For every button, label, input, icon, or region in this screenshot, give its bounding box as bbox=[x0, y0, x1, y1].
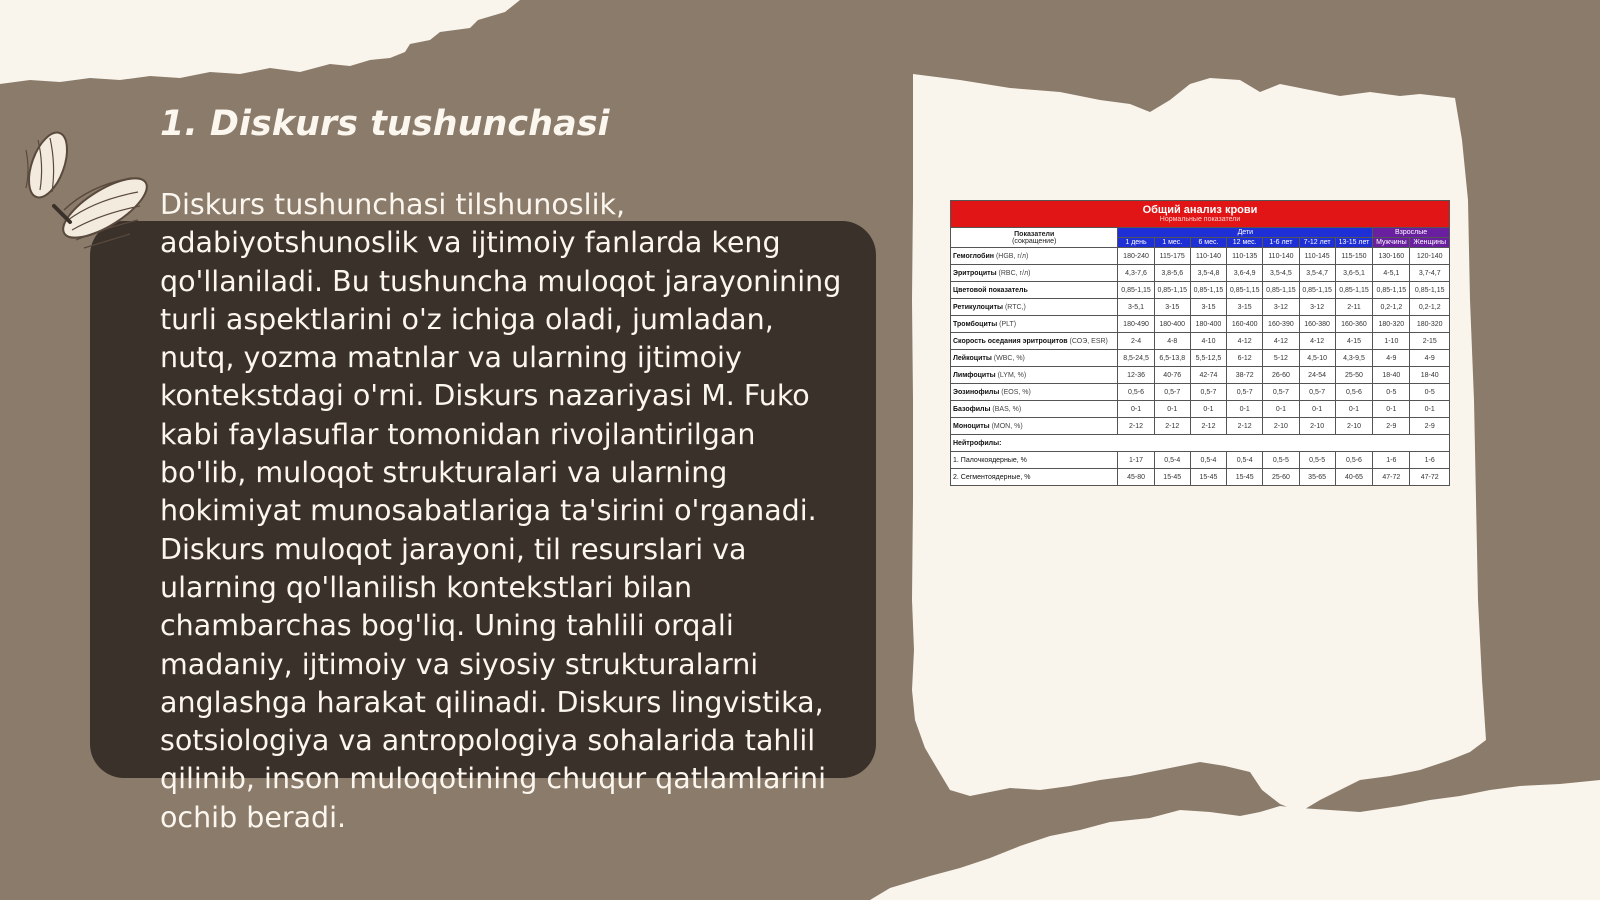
value-cell: 6,5-13,8 bbox=[1154, 350, 1190, 367]
indicator-name: Эозинофилы bbox=[953, 388, 1000, 396]
value-cell: 0,85-1,15 bbox=[1190, 282, 1226, 299]
indicator-name: Гемоглобин bbox=[953, 252, 995, 260]
value-cell: 1-6 bbox=[1410, 452, 1450, 469]
value-cell: 3,8-5,6 bbox=[1154, 265, 1190, 282]
indicator-unit: (RBC, г/л) bbox=[998, 269, 1031, 277]
indicator-unit: (BAS, %) bbox=[992, 405, 1022, 413]
value-cell: 15-45 bbox=[1190, 469, 1226, 486]
value-cell: 2-12 bbox=[1118, 418, 1154, 435]
age-column-header: 1 мес. bbox=[1154, 238, 1190, 248]
value-cell: 0-1 bbox=[1373, 401, 1410, 418]
value-cell: 4-8 bbox=[1154, 333, 1190, 350]
value-cell: 4-15 bbox=[1335, 333, 1373, 350]
value-cell: 47-72 bbox=[1410, 469, 1450, 486]
value-cell: 115-150 bbox=[1335, 248, 1373, 265]
value-cell: 0,5-6 bbox=[1335, 452, 1373, 469]
value-cell: 3,5-4,5 bbox=[1263, 265, 1299, 282]
value-cell: 35-65 bbox=[1299, 469, 1335, 486]
value-cell: 0,5-5 bbox=[1263, 452, 1299, 469]
value-cell: 0,85-1,15 bbox=[1154, 282, 1190, 299]
value-cell: 180-400 bbox=[1154, 316, 1190, 333]
value-cell: 110-140 bbox=[1190, 248, 1226, 265]
children-header: Дети bbox=[1118, 228, 1373, 238]
indicator-unit: (MON, %) bbox=[991, 422, 1023, 430]
indicator-unit: (EOS, %) bbox=[1001, 388, 1031, 396]
value-cell: 3,5-4,8 bbox=[1190, 265, 1226, 282]
indicator-cell bbox=[951, 299, 1118, 316]
age-column-header: Женщины bbox=[1410, 238, 1450, 248]
value-cell: 0,85-1,15 bbox=[1118, 282, 1154, 299]
indicator-cell bbox=[951, 418, 1118, 435]
table-row bbox=[951, 248, 1450, 265]
value-cell: 15-45 bbox=[1154, 469, 1190, 486]
value-cell: 1-6 bbox=[1373, 452, 1410, 469]
value-cell: 2-10 bbox=[1299, 418, 1335, 435]
value-cell: 0,5-7 bbox=[1154, 384, 1190, 401]
value-cell: 18-40 bbox=[1410, 367, 1450, 384]
slide-title: 1. Diskurs tushunchasi bbox=[160, 104, 610, 144]
value-cell: 180-320 bbox=[1373, 316, 1410, 333]
value-cell: 4,3-7,6 bbox=[1118, 265, 1154, 282]
value-cell: 2-12 bbox=[1190, 418, 1226, 435]
value-cell: 0-1 bbox=[1410, 401, 1450, 418]
value-cell: 0,5-6 bbox=[1118, 384, 1154, 401]
table-row bbox=[951, 418, 1450, 435]
value-cell: 0,5-7 bbox=[1227, 384, 1263, 401]
table-row bbox=[951, 299, 1450, 316]
value-cell: 4-10 bbox=[1190, 333, 1226, 350]
value-cell: 1-10 bbox=[1373, 333, 1410, 350]
value-cell: 4,3-9,5 bbox=[1335, 350, 1373, 367]
value-cell: 180-320 bbox=[1410, 316, 1450, 333]
value-cell: 180-240 bbox=[1118, 248, 1154, 265]
neutrophils-group-label: Нейтрофилы: bbox=[951, 435, 1450, 452]
value-cell: 2-10 bbox=[1263, 418, 1299, 435]
indicator-unit: (СОЭ, ESR) bbox=[1069, 337, 1108, 345]
adults-header: Взрослые bbox=[1373, 228, 1450, 238]
indicator-name: Скорость оседания эритроцитов bbox=[953, 337, 1068, 345]
value-cell: 3-15 bbox=[1190, 299, 1226, 316]
table-title bbox=[951, 201, 1450, 228]
value-cell: 4-9 bbox=[1373, 350, 1410, 367]
value-cell: 0,5-7 bbox=[1263, 384, 1299, 401]
table-row bbox=[951, 282, 1450, 299]
value-cell: 1-17 bbox=[1118, 452, 1154, 469]
value-cell: 130-160 bbox=[1373, 248, 1410, 265]
table-row bbox=[951, 452, 1450, 469]
value-cell: 0,2-1,2 bbox=[1410, 299, 1450, 316]
value-cell: 0-1 bbox=[1227, 401, 1263, 418]
value-cell: 0,5-4 bbox=[1154, 452, 1190, 469]
value-cell: 0,85-1,15 bbox=[1335, 282, 1373, 299]
value-cell: 38-72 bbox=[1227, 367, 1263, 384]
indicator-name: Цветовой показатель bbox=[953, 286, 1028, 294]
butterfly-icon bbox=[0, 110, 170, 280]
value-cell: 160-400 bbox=[1227, 316, 1263, 333]
age-column-header: 12 мес. bbox=[1227, 238, 1263, 248]
value-cell: 3-15 bbox=[1154, 299, 1190, 316]
value-cell: 110-140 bbox=[1263, 248, 1299, 265]
indicator-name: 2. Сегментоядерные, % bbox=[951, 469, 1118, 486]
value-cell: 0-1 bbox=[1190, 401, 1226, 418]
indicator-cell bbox=[951, 367, 1118, 384]
indicator-cell bbox=[951, 401, 1118, 418]
value-cell: 3-12 bbox=[1299, 299, 1335, 316]
table-row bbox=[951, 435, 1450, 452]
value-cell: 0,5-5 bbox=[1299, 452, 1335, 469]
indicator-name: Тромбоциты bbox=[953, 320, 998, 328]
value-cell: 0-5 bbox=[1410, 384, 1450, 401]
indicator-cell bbox=[951, 333, 1118, 350]
value-cell: 5,5-12,5 bbox=[1190, 350, 1226, 367]
value-cell: 2-15 bbox=[1410, 333, 1450, 350]
value-cell: 3-12 bbox=[1263, 299, 1299, 316]
value-cell: 0-1 bbox=[1299, 401, 1335, 418]
indicator-name: Моноциты bbox=[953, 422, 990, 430]
value-cell: 3,5-4,7 bbox=[1299, 265, 1335, 282]
value-cell: 18-40 bbox=[1373, 367, 1410, 384]
value-cell: 0,5-4 bbox=[1227, 452, 1263, 469]
age-column-header: 1 день bbox=[1118, 238, 1154, 248]
value-cell: 110-145 bbox=[1299, 248, 1335, 265]
value-cell: 3-15 bbox=[1227, 299, 1263, 316]
age-column-header: 1-6 лет bbox=[1263, 238, 1299, 248]
value-cell: 4-12 bbox=[1299, 333, 1335, 350]
indicator-cell bbox=[951, 248, 1118, 265]
value-cell: 4-9 bbox=[1410, 350, 1450, 367]
torn-paper-top-left bbox=[0, 0, 520, 84]
value-cell: 12-36 bbox=[1118, 367, 1154, 384]
indicator-name: Базофилы bbox=[953, 405, 991, 413]
indicator-name: Лимфоциты bbox=[953, 371, 996, 379]
value-cell: 3,6-5,1 bbox=[1335, 265, 1373, 282]
value-cell: 2-4 bbox=[1118, 333, 1154, 350]
table-row bbox=[951, 265, 1450, 282]
value-cell: 0,85-1,15 bbox=[1227, 282, 1263, 299]
blood-table-body bbox=[951, 248, 1450, 486]
age-column-header: 7-12 лет bbox=[1299, 238, 1335, 248]
table-row bbox=[951, 333, 1450, 350]
value-cell: 45-80 bbox=[1118, 469, 1154, 486]
indicator-name: Лейкоциты bbox=[953, 354, 992, 362]
table-row bbox=[951, 384, 1450, 401]
value-cell: 3,7-4,7 bbox=[1410, 265, 1450, 282]
value-cell: 4-5,1 bbox=[1373, 265, 1410, 282]
table-row bbox=[951, 350, 1450, 367]
value-cell: 2-11 bbox=[1335, 299, 1373, 316]
value-cell: 0,85-1,15 bbox=[1299, 282, 1335, 299]
table-subtitle: Нормальные показатели bbox=[1159, 216, 1241, 224]
value-cell: 2-10 bbox=[1335, 418, 1373, 435]
table-row bbox=[951, 316, 1450, 333]
indicator-unit: (PLT) bbox=[999, 320, 1017, 328]
value-cell: 25-60 bbox=[1263, 469, 1299, 486]
value-cell: 40-76 bbox=[1154, 367, 1190, 384]
indicator-unit: (HGB, г/л) bbox=[995, 252, 1029, 260]
value-cell: 47-72 bbox=[1373, 469, 1410, 486]
value-cell: 6-12 bbox=[1227, 350, 1263, 367]
value-cell: 0-5 bbox=[1373, 384, 1410, 401]
value-cell: 4-12 bbox=[1263, 333, 1299, 350]
value-cell: 3-5,1 bbox=[1118, 299, 1154, 316]
indicator-header bbox=[951, 228, 1118, 248]
value-cell: 5-12 bbox=[1263, 350, 1299, 367]
indicator-name: Эритроциты bbox=[953, 269, 997, 277]
value-cell: 8,5-24,5 bbox=[1118, 350, 1154, 367]
slide-body-text: Diskurs tushunchasi tilshunoslik, adabiyotshunoslik va ijtimoiy fanlarda keng qo'llaniladi. Bu tushuncha muloqot jarayonining turli aspektlarini o'z ichiga oladi, jumladan, nutq, yozma matnlar va ularning ijtimoiy kontekstdagi o'rni. Diskurs nazariyasi M. Fuko kabi faylasuflar tomonidan rivojlantirilgan bo'lib, muloqot strukturalari va ularning hokimiyat munosabatlariga ta'sirini o'rganadi. Diskurs muloqot jarayoni, til resurslari va ularning qo'llanilish kontekstlari bilan chambarchas bog'liq. Uning tahlili orqali madaniy, ijtimoiy va siyosiy strukturalarni anglashga harakat qilinadi. Diskurs lingvistika, sotsiologiya va antropologiya sohalarida tahlil qilinib, inson muloqotining chuqur qatlamlarini ochib beradi. bbox=[160, 188, 842, 834]
value-cell: 2-12 bbox=[1154, 418, 1190, 435]
value-cell: 0,5-7 bbox=[1190, 384, 1226, 401]
value-cell: 115-175 bbox=[1154, 248, 1190, 265]
value-cell: 2-9 bbox=[1410, 418, 1450, 435]
age-column-header: 13-15 лет bbox=[1335, 238, 1373, 248]
table-title-text: Общий анализ крови bbox=[1142, 204, 1258, 217]
value-cell: 4-12 bbox=[1227, 333, 1263, 350]
table-row bbox=[951, 367, 1450, 384]
value-cell: 3,6-4,9 bbox=[1227, 265, 1263, 282]
table-row bbox=[951, 469, 1450, 486]
torn-paper-bottom-right bbox=[870, 780, 1600, 900]
value-cell: 0-1 bbox=[1335, 401, 1373, 418]
indicator-cell bbox=[951, 384, 1118, 401]
value-cell: 0,2-1,2 bbox=[1373, 299, 1410, 316]
table-row bbox=[951, 401, 1450, 418]
value-cell: 25-50 bbox=[1335, 367, 1373, 384]
value-cell: 160-360 bbox=[1335, 316, 1373, 333]
blood-analysis-table bbox=[950, 200, 1450, 486]
age-column-header: Мужчины bbox=[1373, 238, 1410, 248]
indicator-header-label: Показатели bbox=[1014, 230, 1055, 238]
value-cell: 40-65 bbox=[1335, 469, 1373, 486]
indicator-unit: (RTC,) bbox=[1004, 303, 1026, 311]
value-cell: 180-490 bbox=[1118, 316, 1154, 333]
value-cell: 0,5-7 bbox=[1299, 384, 1335, 401]
value-cell: 0,85-1,15 bbox=[1263, 282, 1299, 299]
age-column-header: 6 мес. bbox=[1190, 238, 1226, 248]
value-cell: 4,5-10 bbox=[1299, 350, 1335, 367]
indicator-name: Ретикулоциты bbox=[953, 303, 1003, 311]
value-cell: 24-54 bbox=[1299, 367, 1335, 384]
indicator-unit: (LYM, %) bbox=[997, 371, 1027, 379]
value-cell: 42-74 bbox=[1190, 367, 1226, 384]
value-cell: 120-140 bbox=[1410, 248, 1450, 265]
indicator-cell bbox=[951, 316, 1118, 333]
value-cell: 0-1 bbox=[1154, 401, 1190, 418]
indicator-cell bbox=[951, 265, 1118, 282]
value-cell: 180-400 bbox=[1190, 316, 1226, 333]
value-cell: 0,85-1,15 bbox=[1373, 282, 1410, 299]
indicator-cell bbox=[951, 350, 1118, 367]
indicator-name: 1. Палочкоядерные, % bbox=[951, 452, 1118, 469]
value-cell: 0-1 bbox=[1263, 401, 1299, 418]
value-cell: 2-12 bbox=[1227, 418, 1263, 435]
indicator-cell bbox=[951, 282, 1118, 299]
value-cell: 0,5-4 bbox=[1190, 452, 1226, 469]
indicator-unit: (WBC, %) bbox=[993, 354, 1025, 362]
value-cell: 0,85-1,15 bbox=[1410, 282, 1450, 299]
indicator-subheader: (сокращение) bbox=[1012, 237, 1057, 245]
value-cell: 15-45 bbox=[1227, 469, 1263, 486]
value-cell: 160-390 bbox=[1263, 316, 1299, 333]
value-cell: 110-135 bbox=[1227, 248, 1263, 265]
value-cell: 0-1 bbox=[1118, 401, 1154, 418]
value-cell: 160-380 bbox=[1299, 316, 1335, 333]
value-cell: 0,5-6 bbox=[1335, 384, 1373, 401]
value-cell: 2-9 bbox=[1373, 418, 1410, 435]
value-cell: 26-60 bbox=[1263, 367, 1299, 384]
